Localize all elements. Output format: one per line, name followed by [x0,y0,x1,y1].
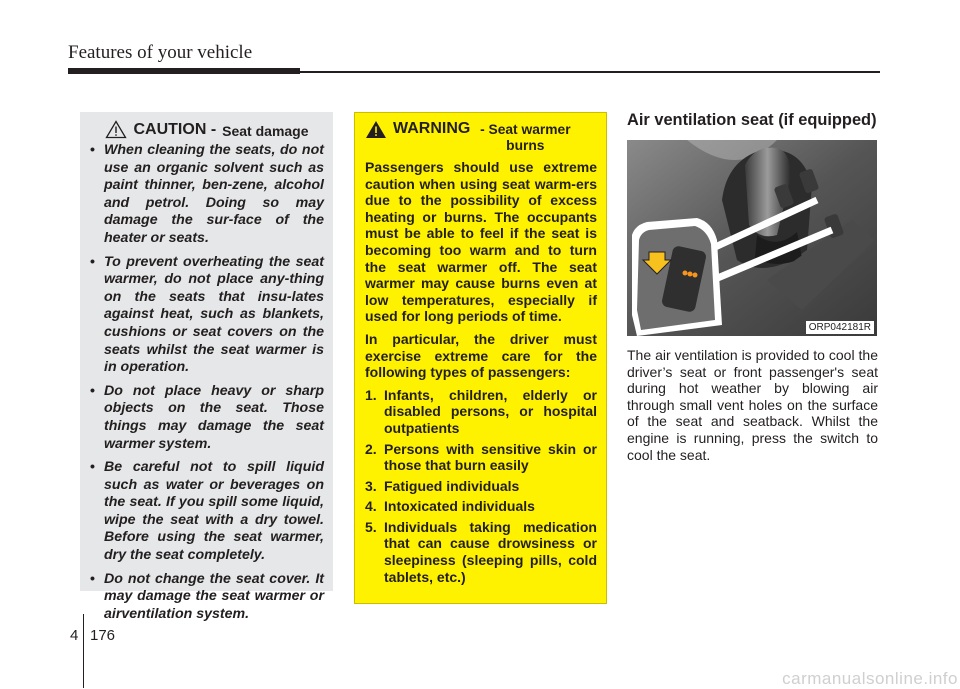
header-rule [300,71,880,73]
caution-item: • When cleaning the seats, do not use an organic solvent such as paint thinner, ben-zene, alcohol and petrol. Doing so may damage the sur-face of the heater or seats. [90,142,324,248]
watermark: carmanualsonline.info [782,669,958,688]
warning-list [365,387,597,586]
warning-label: WARNING [393,120,471,137]
header-bar [68,68,300,74]
caution-heading [90,120,324,139]
warning-list-item: 1. Infants, children, elderly or disabled persons, or hospital outpatients [365,386,597,436]
page-divider [83,614,84,688]
section-title: Air ventilation seat (if equipped) [627,111,877,129]
warning-list-item: 5. Individuals taking medication that can cause drowsiness or sleepiness (sleeping pills, cold tablets, etc.) [365,518,597,585]
caution-topic: Seat damage [222,123,309,139]
warning-paragraph: In particular, the driver must exercise extreme care for the following types of passengers: [365,330,597,381]
section-body: The air ventilation is provided to cool the driver’s seat or front passenger's seat during hot weather by blowing air through small vent holes on the surface of the seat and seatback. Whilst the engine is running, press the switch to cool the seat. [627,347,878,463]
warning-triangle-outline-icon [105,120,127,139]
caution-list [90,142,324,623]
warning-triangle-filled-icon [365,120,387,139]
page-header-title: Features of your vehicle [68,42,253,63]
console-illustration [627,140,877,336]
caution-item: • Be careful not to spill liquid such as water or beverages on the seat. If you spill some liquid, wipe the seat with a dry towel. Before using the seat warmer, dry the seat completely. [90,459,324,565]
caution-label: CAUTION - [133,121,217,138]
chapter-number: 4 [70,627,79,644]
warning-topic: - Seat warmer burns [480,122,571,153]
warning-list-item: 2. Persons with sensitive skin or those that burn easily [365,440,597,474]
caution-item: • Do not change the seat cover. It may damage the seat warmer or airventilation system. [90,571,324,624]
warning-heading [365,120,597,154]
page-number: 176 [90,627,116,644]
caution-box [80,112,333,622]
warning-box [354,112,607,604]
warning-list-item: 4. Intoxicated individuals [365,498,535,515]
warning-paragraph: Passengers should use extreme caution when using seat warm-ers due to the possibility of excess heating or burns. The occupants must be able to feel if the seat is becoming too warm and to turn the seat warmer off. The seat warmer may cause burns even at low temperatures, especially if used for long periods of time. [365,159,597,325]
caution-item: • To prevent overheating the seat warmer, do not place any-thing on the seats that insu-lates against heat, such as blankets, cushions or seat covers on the seats whilst the seat warmer is in operation. [90,254,324,377]
caution-item: • Do not place heavy or sharp objects on the seat. Those things may damage the seat warmer system. [90,383,324,453]
figure-code: ORP042181R [806,321,874,334]
warning-list-item: 3. Fatigued individuals [365,477,520,494]
ventilation-switch-figure [627,140,877,336]
